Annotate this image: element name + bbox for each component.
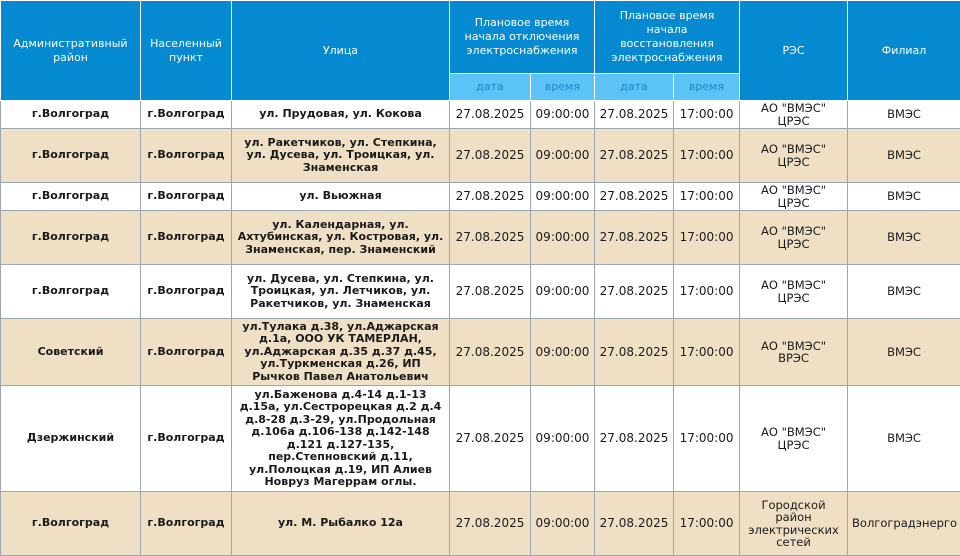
cell-res: АО "ВМЭС" ЦРЭС [740, 129, 848, 183]
header-admin-district: Административный район [1, 1, 141, 101]
cell-on-time: 17:00:00 [674, 492, 740, 556]
table-row [1, 183, 960, 211]
cell-res: АО "ВМЭС" ВРЭС [740, 319, 848, 386]
cell-on-date: 27.08.2025 [595, 101, 674, 129]
cell-district: г.Волгоград [1, 211, 141, 265]
cell-settlement: г.Волгоград [141, 265, 232, 319]
cell-on-time: 17:00:00 [674, 211, 740, 265]
subheader-on-date: дата [595, 74, 674, 101]
cell-settlement: г.Волгоград [141, 386, 232, 492]
subheader-off-date: дата [450, 74, 531, 101]
table-row [1, 492, 960, 556]
cell-street: ул. Ракетчиков, ул. Степкина, ул. Дусева, ул. Троицкая, ул. Знаменская [232, 129, 450, 183]
cell-on-date: 27.08.2025 [595, 319, 674, 386]
cell-res: АО "ВМЭС" ЦРЭС [740, 183, 848, 211]
cell-district: г.Волгоград [1, 101, 141, 129]
cell-res: Городской район электрических сетей [740, 492, 848, 556]
cell-on-time: 17:00:00 [674, 129, 740, 183]
cell-district: Дзержинский [1, 386, 141, 492]
table-header [1, 1, 960, 101]
table-row [1, 319, 960, 386]
cell-branch: Волгоградэнерго [848, 492, 960, 556]
cell-res: АО "ВМЭС" ЦРЭС [740, 101, 848, 129]
cell-street: ул. Вьюжная [232, 183, 450, 211]
cell-on-date: 27.08.2025 [595, 183, 674, 211]
cell-off-time: 09:00:00 [531, 265, 595, 319]
cell-on-time: 17:00:00 [674, 265, 740, 319]
cell-on-time: 17:00:00 [674, 319, 740, 386]
table-row [1, 386, 960, 492]
cell-on-date: 27.08.2025 [595, 492, 674, 556]
cell-res: АО "ВМЭС" ЦРЭС [740, 265, 848, 319]
cell-branch: ВМЭС [848, 129, 960, 183]
cell-off-time: 09:00:00 [531, 319, 595, 386]
cell-street: ул. Календарная, ул. Ахтубинская, ул. Костровая, ул. Знаменская, пер. Знаменский [232, 211, 450, 265]
cell-off-date: 27.08.2025 [450, 492, 531, 556]
table-row [1, 265, 960, 319]
cell-street: ул. Дусева, ул. Степкина, ул. Троицкая, ул. Летчиков, ул. Ракетчиков, ул. Знаменская [232, 265, 450, 319]
header-planned-restore: Плановое время начала восстановления электроснабжения [595, 1, 740, 74]
cell-branch: ВМЭС [848, 101, 960, 129]
cell-off-date: 27.08.2025 [450, 101, 531, 129]
cell-on-time: 17:00:00 [674, 183, 740, 211]
cell-off-time: 09:00:00 [531, 129, 595, 183]
cell-off-date: 27.08.2025 [450, 265, 531, 319]
cell-branch: ВМЭС [848, 386, 960, 492]
cell-on-date: 27.08.2025 [595, 386, 674, 492]
cell-res: АО "ВМЭС" ЦРЭС [740, 211, 848, 265]
header-planned-off: Плановое время начала отключения электроснабжения [450, 1, 595, 74]
cell-off-date: 27.08.2025 [450, 211, 531, 265]
cell-settlement: г.Волгоград [141, 183, 232, 211]
cell-off-date: 27.08.2025 [450, 183, 531, 211]
table-row [1, 211, 960, 265]
cell-off-time: 09:00:00 [531, 386, 595, 492]
cell-branch: ВМЭС [848, 319, 960, 386]
subheader-on-time: время [674, 74, 740, 101]
cell-district: Советский [1, 319, 141, 386]
cell-branch: ВМЭС [848, 211, 960, 265]
cell-settlement: г.Волгоград [141, 129, 232, 183]
cell-on-date: 27.08.2025 [595, 129, 674, 183]
table-row [1, 101, 960, 129]
header-settlement: Населенный пункт [141, 1, 232, 101]
cell-off-date: 27.08.2025 [450, 129, 531, 183]
cell-district: г.Волгоград [1, 492, 141, 556]
cell-street: ул.Баженова д.4-14 д.1-13 д.15а, ул.Сестрорецкая д.2 д.4 д.8-28 д.3-29, ул.Продольная д.106а д.106-138 д.142-148 д.121 д.127-135, пер.Степновский д.11, ул.Полоцкая д.19, ИП Алиев Новруз Магеррам оглы. [232, 386, 450, 492]
cell-off-date: 27.08.2025 [450, 319, 531, 386]
cell-off-date: 27.08.2025 [450, 386, 531, 492]
table-row [1, 129, 960, 183]
cell-res: АО "ВМЭС" ЦРЭС [740, 386, 848, 492]
cell-off-time: 09:00:00 [531, 211, 595, 265]
header-res: РЭС [740, 1, 848, 101]
subheader-off-time: время [531, 74, 595, 101]
cell-on-time: 17:00:00 [674, 101, 740, 129]
cell-on-date: 27.08.2025 [595, 211, 674, 265]
cell-settlement: г.Волгоград [141, 319, 232, 386]
cell-street: ул. Прудовая, ул. Кокова [232, 101, 450, 129]
cell-street: ул.Тулака д.38, ул.Аджарская д.1а, ООО УК ТАМЕРЛАН, ул.Аджарская д.35 д.37 д.45, ул.Туркменская д.26, ИП Рычков Павел Анатольевич [232, 319, 450, 386]
cell-district: г.Волгоград [1, 265, 141, 319]
cell-on-date: 27.08.2025 [595, 265, 674, 319]
cell-district: г.Волгоград [1, 183, 141, 211]
cell-off-time: 09:00:00 [531, 183, 595, 211]
cell-branch: ВМЭС [848, 183, 960, 211]
cell-branch: ВМЭС [848, 265, 960, 319]
cell-street: ул. М. Рыбалко 12а [232, 492, 450, 556]
header-branch: Филиал [848, 1, 960, 101]
table-body [1, 101, 960, 556]
cell-settlement: г.Волгоград [141, 492, 232, 556]
cell-on-time: 17:00:00 [674, 386, 740, 492]
cell-off-time: 09:00:00 [531, 492, 595, 556]
cell-settlement: г.Волгоград [141, 101, 232, 129]
cell-district: г.Волгоград [1, 129, 141, 183]
cell-settlement: г.Волгоград [141, 211, 232, 265]
cell-off-time: 09:00:00 [531, 101, 595, 129]
header-street: Улица [232, 1, 450, 101]
